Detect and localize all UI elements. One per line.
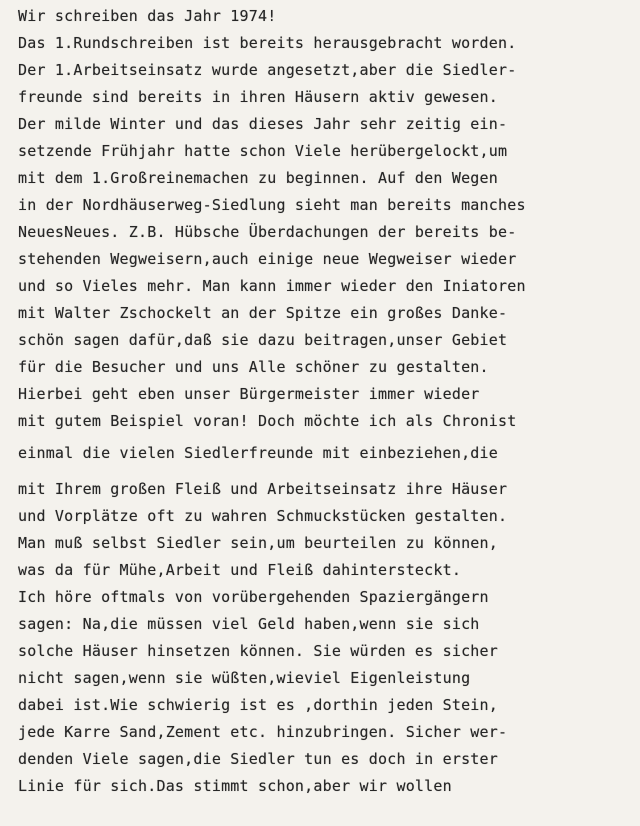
text-line-4: freunde sind bereits in ihren Häusern aktiv gewesen. [18,88,498,106]
text-line-17: einmal die vielen Siedlerfreunde mit einbeziehen,die [18,444,498,462]
text-line-9: NeuesNeues. Z.B. Hübsche Überdachungen der bereits be- [18,223,517,241]
text-line-20: Man muß selbst Siedler sein,um beurteilen zu können, [18,534,498,552]
text-line-15: Hierbei geht eben unser Bürgermeister immer wieder [18,385,480,403]
text-line-13: schön sagen dafür,daß sie dazu beitragen,unser Gebiet [18,331,508,349]
text-line-25: nicht sagen,wenn sie wüßten,wieviel Eigenleistung [18,669,471,687]
text-line-29: Linie für sich.Das stimmt schon,aber wir wollen [18,777,452,795]
text-line-10: stehenden Wegweisern,auch einige neue Wegweiser wieder [18,250,517,268]
text-line-2: Das 1.Rundschreiben ist bereits herausgebracht worden. [18,34,517,52]
text-line-26: dabei ist.Wie schwierig ist es ,dorthin jeden Stein, [18,696,498,714]
text-line-7: mit dem 1.Großreinemachen zu beginnen. Auf den Wegen [18,169,498,187]
text-line-16: mit gutem Beispiel voran! Doch möchte ich als Chronist [18,412,517,430]
text-line-12: mit Walter Zschockelt an der Spitze ein großes Danke- [18,304,508,322]
text-line-19: und Vorplätze oft zu wahren Schmuckstücken gestalten. [18,507,508,525]
text-line-11: und so Vieles mehr. Man kann immer wieder den Iniatoren [18,277,526,295]
text-line-5: Der milde Winter und das dieses Jahr sehr zeitig ein- [18,115,508,133]
text-line-6: setzende Frühjahr hatte schon Viele herübergelockt,um [18,142,508,160]
text-line-18: mit Ihrem großen Fleiß und Arbeitseinsatz ihre Häuser [18,480,508,498]
text-line-27: jede Karre Sand,Zement etc. hinzubringen. Sicher wer- [18,723,508,741]
text-line-14: für die Besucher und uns Alle schöner zu gestalten. [18,358,489,376]
text-line-8: in der Nordhäuserweg-Siedlung sieht man bereits manches [18,196,526,214]
text-line-21: was da für Mühe,Arbeit und Fleiß dahintersteckt. [18,561,462,579]
text-line-3: Der 1.Arbeitseinsatz wurde angesetzt,aber die Siedler- [18,61,517,79]
text-line-28: denden Viele sagen,die Siedler tun es doch in erster [18,750,498,768]
text-line-23: sagen: Na,die müssen viel Geld haben,wenn sie sich [18,615,480,633]
text-line-24: solche Häuser hinsetzen können. Sie würden es sicher [18,642,498,660]
text-line-1: Wir schreiben das Jahr 1974! [18,7,277,25]
text-line-22: Ich höre oftmals von vorübergehenden Spaziergängern [18,588,489,606]
